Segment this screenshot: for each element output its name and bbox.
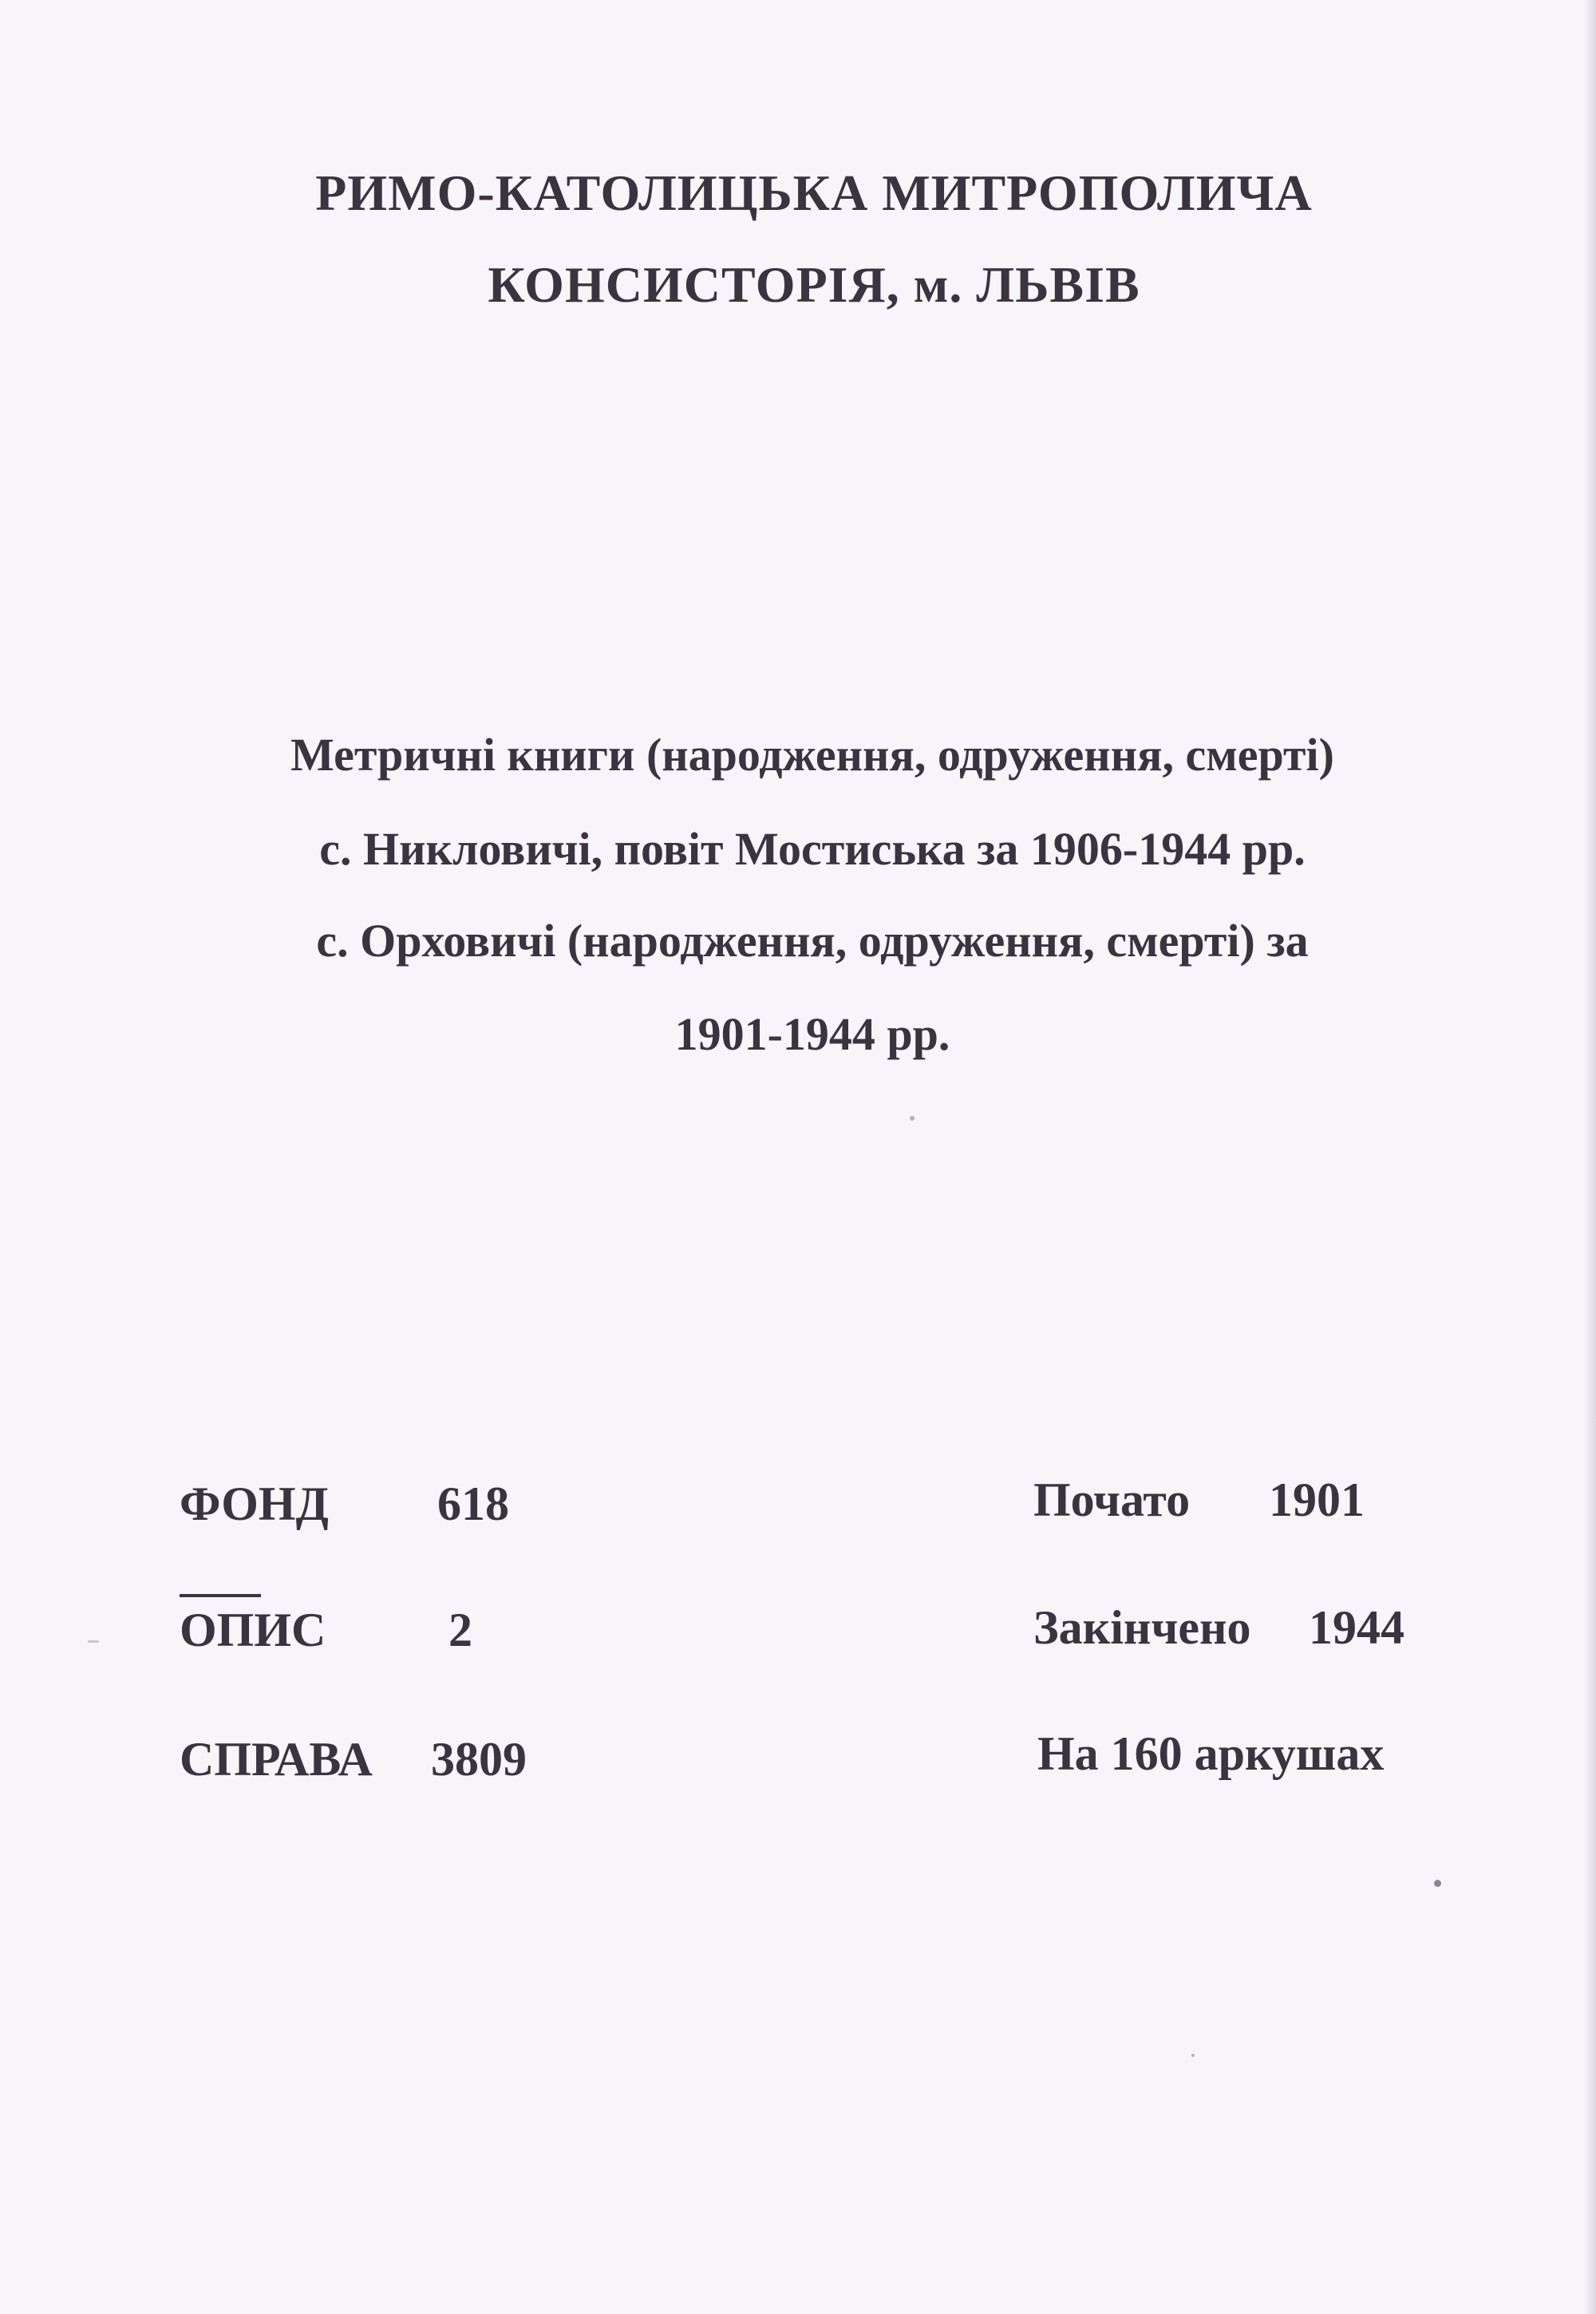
scan-speck — [1434, 1880, 1441, 1887]
sprava-value: 3809 — [431, 1733, 527, 1786]
description-line-1: Метричні книги (народження, одруження, смерті) — [290, 729, 1334, 781]
scan-edge-shadow — [1585, 0, 1596, 2314]
scan-speck — [88, 1640, 99, 1643]
scan-speck — [1191, 2054, 1195, 2057]
fond-value: 618 — [437, 1477, 509, 1530]
opys-overline — [180, 1594, 261, 1597]
description-line-3: с. Орховичі (народження, одруження, смерті) за — [316, 915, 1309, 967]
opys-label: ОПИС — [180, 1604, 326, 1656]
fond-label: ФОНД — [180, 1477, 329, 1530]
description-line-4: 1901-1944 рр. — [674, 1008, 950, 1060]
sprava-label: СПРАВА — [180, 1733, 373, 1786]
started-label: Почато — [1033, 1473, 1191, 1526]
finished-label: Закінчено — [1033, 1601, 1251, 1654]
finished-value: 1944 — [1309, 1601, 1404, 1654]
opys-value: 2 — [448, 1604, 472, 1656]
description-line-2: с. Никловичі, повіт Мостиська за 1906-1944 рр. — [319, 823, 1306, 875]
sheets-count: На 160 аркушах — [1037, 1727, 1385, 1780]
header-line-2: КОНСИСТОРІЯ, м. ЛЬВІВ — [488, 256, 1140, 313]
header-line-1: РИМО-КАТОЛИЦЬКА МИТРОПОЛИЧА — [315, 164, 1313, 221]
scan-speck — [910, 1116, 915, 1121]
started-value: 1901 — [1269, 1473, 1365, 1526]
